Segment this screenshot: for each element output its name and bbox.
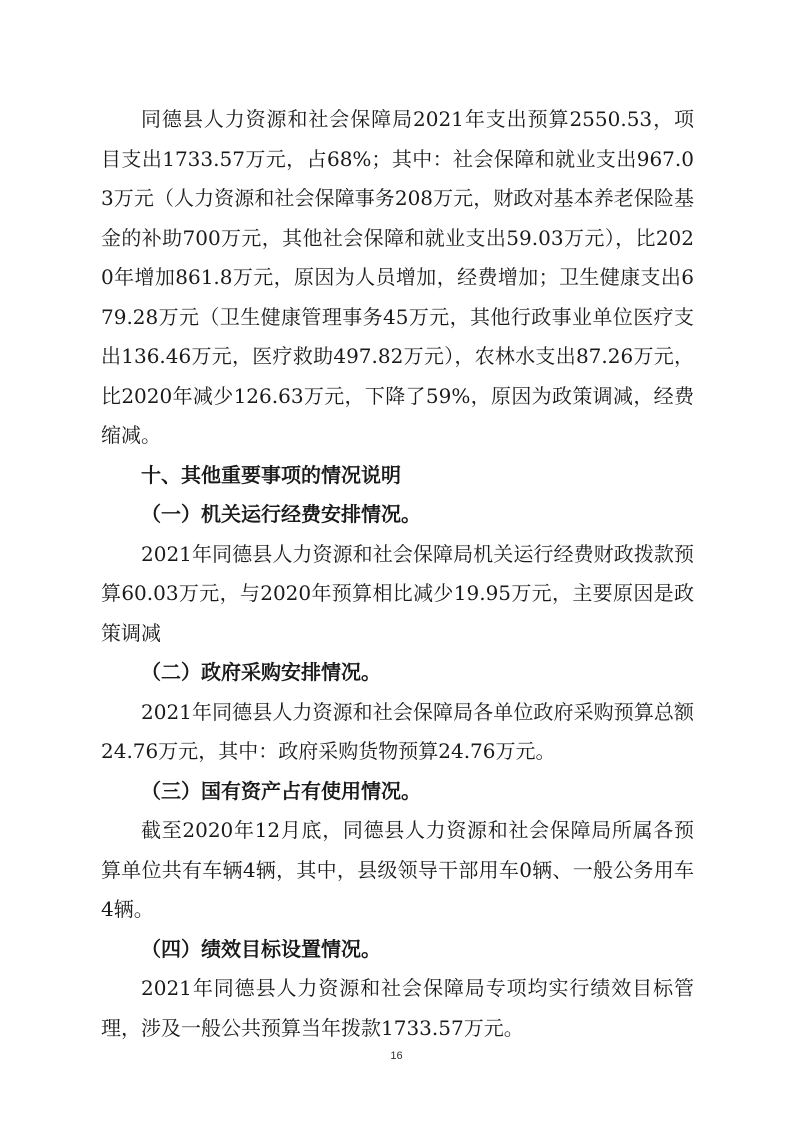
paragraph-state-assets: 截至2020年12月底，同德县人力资源和社会保障局所属各预算单位共有车辆4辆，其中，县级领导干部用车0辆、一般公务用车4辆。 xyxy=(101,818,694,921)
subheading-state-assets: （三）国有资产占有使用情况。 xyxy=(141,778,421,803)
paragraph-procurement: 2021年同德县人力资源和社会保障局各单位政府采购预算总额24.76万元，其中：政府采购货物预算24.76万元。 xyxy=(101,699,694,763)
subheading-performance-goals: （四）绩效目标设置情况。 xyxy=(141,936,381,961)
subheading-procurement: （二）政府采购安排情况。 xyxy=(141,660,381,684)
subheading-operating-funds: （一）机关运行经费安排情况。 xyxy=(141,502,421,526)
paragraph-budget-expenditure: 同德县人力资源和社会保障局2021年支出预算2550.53，项目支出1733.57万元，占68%；其中：社会保障和就业支出967.03万元（人力资源和社会保障事务208万元，财政对基本养老保险基金的补助700万元，其他社会保障和就业支出59.03万元），比2020年增加861.8万元，原因为人员增加，经费增加；卫生健康支出679.28万元（卫生健康管理事务45万元，其他行政事业单位医疗支出136.46万元，医疗救助497.82万元），农林水支出87.26万元，比2020年减少126.63万元，下降了59%，原因为政策调减，经费缩减。 xyxy=(101,107,694,447)
page-number: 16 xyxy=(390,1050,403,1062)
document-body xyxy=(101,100,694,1048)
paragraph-performance-goals: 2021年同德县人力资源和社会保障局专项均实行绩效目标管理，涉及一般公共预算当年拨款1733.57万元。 xyxy=(101,976,694,1040)
section-heading-other-matters: 十、其他重要事项的情况说明 xyxy=(141,462,401,487)
paragraph-operating-funds: 2021年同德县人力资源和社会保障局机关运行经费财政拨款预算60.03万元，与2020年预算相比减少19.95万元，主要原因是政策调减 xyxy=(101,541,694,645)
